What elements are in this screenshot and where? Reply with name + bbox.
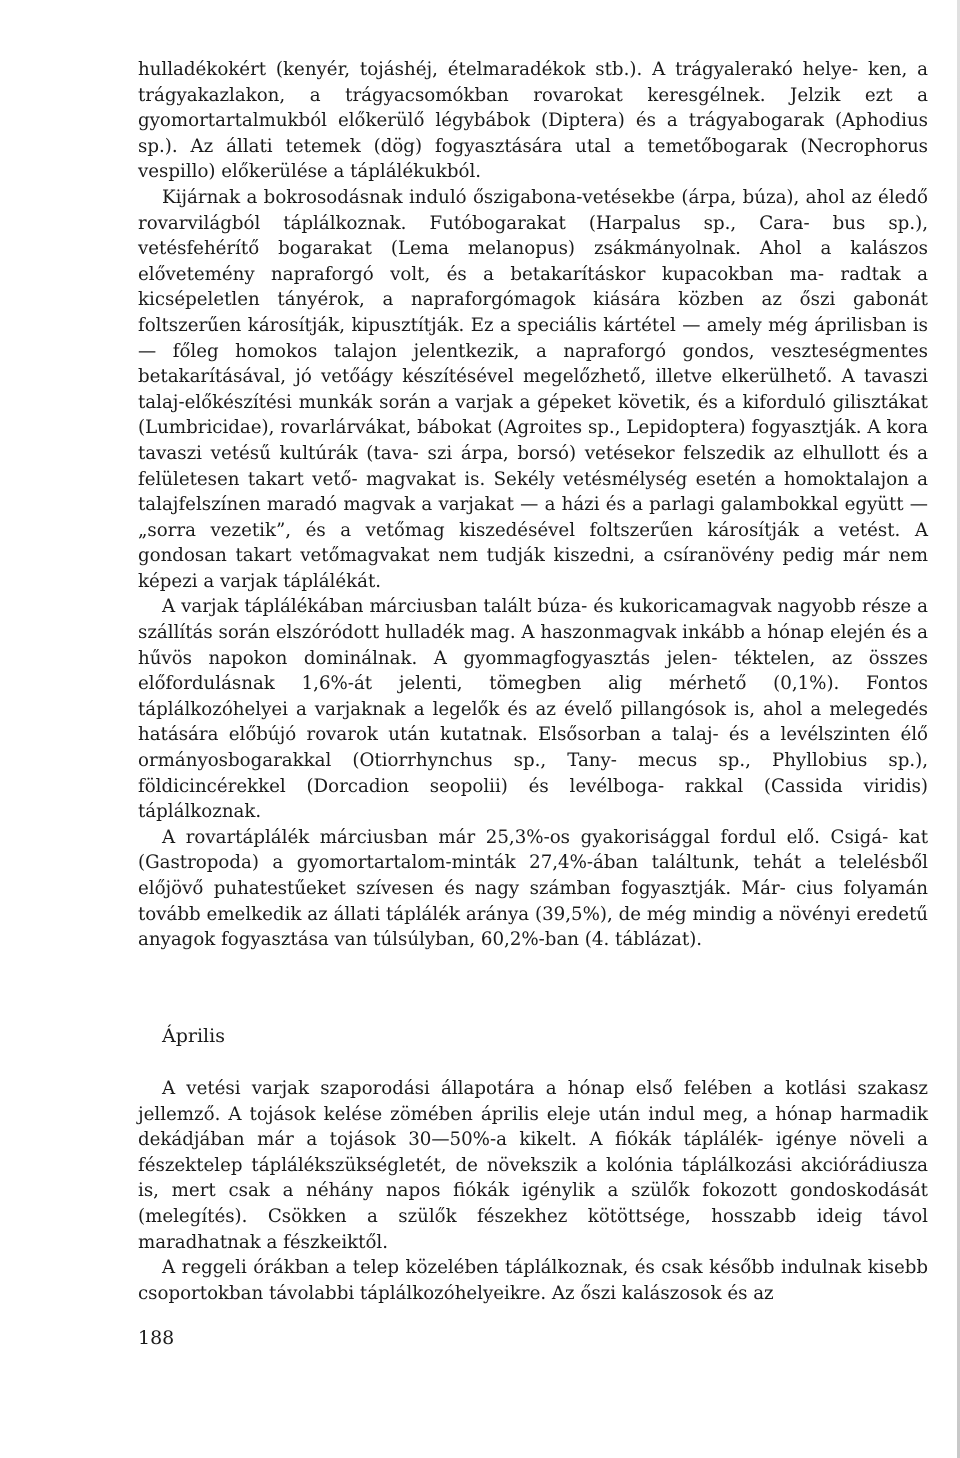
body-text-section-april xyxy=(138,1076,928,1306)
paragraph-6: A reggeli órákban a telep közelében táplálkoznak, és csak később indulnak kisebb csoportokban távolabbi táplálkozóhelyeikre. Az őszi kalászosok és az xyxy=(138,1257,928,1304)
paragraph-4: A rovartáplálék márciusban már 25,3%-os gyakorisággal fordul elő. Csigá- kat (Gastropoda) a gyomortartalom-minták 27,4%-ában találtunk, tehát a telelésből előjövő puhatestűeket szívesen és nagy számban fogyasztják. Már- cius folyamán tovább emelkedik az állati táplálék aránya (39,5%), de még mindig a növényi eredetű anyagok fogyasztása van túlsúlyban, 60,2%-ban (4. táblázat). xyxy=(138,826,928,951)
section-heading-april: Április xyxy=(162,1025,225,1047)
paragraph-5: A vetési varjak szaporodási állapotára a hónap első felében a kotlási szakasz jellemző. A tojások kelése zömében április eleje után indul meg, a hónap harmadik dekádjában már a tojások 30—50%-a kikelt. A fiókák táplálék- igénye növeli a fészektelep táplálékszükségletét, de növekszik a kolónia táplálkozási akciórádiusza is, mert csak a néhány napos fiókák igénylik a szülők fokozott gondoskodását (melegítés). Csökken a szülők fészekhez kötöttsége, hosszabb ideig távol maradhatnak a fészkeiktől. xyxy=(138,1078,928,1253)
paragraph-2: Kijárnak a bokrosodásnak induló őszigabona-vetésekbe (árpa, búza), ahol az éledő rovarvilágból táplálkoznak. Futóbogarakat (Harpalus sp., Cara- bus sp.), vetésfehérítő bogarakat (Lema melanopus) zsákmányolnak. Ahol a kalászos elővetemény napraforgó volt, és a betakarításkor kupacokban ma- radtak a kicsépeletlen tányérok, a napraforgómagok kiására közben az őszi gabonát foltszerűen károsítják, kipusztítják. Ez a speciális kártétel — amely még áprilisban is — főleg homokos talajon jelentkezik, a napraforgó gondos, veszteségmentes betakarításával, jó vetőágy készítésével megelőzhető, illetve elkerülhető. A tavaszi talaj-előkészítési munkák során a varjak a gépeket követik, és a kiforduló gilisztákat (Lumbricidae), rovarlárvákat, bábokat (Agroites sp., Lepidoptera) fogyasztják. A kora tavaszi vetésű kultúrák (tava- szi árpa, borsó) vetésekor felszedik az elhullott és a felületesen takart vető- magvakat is. Sekély vetésmélység esetén a homoktalajon a talajfelszínen maradó magvak a varjakat — a házi és a parlagi galambokkal együtt — „sorra vezetik”, és a vetőmag kiszedésével foltszerűen károsítják a vetést. A gondosan takart vetőmagvakat nem tudják kiszedni, a csíranövény pedig már nem képezi a varjak táplálékát. xyxy=(138,186,928,592)
body-text-section-march xyxy=(138,57,928,953)
paragraph-3: A varjak táplálékában márciusban talált búza- és kukoricamagvak nagyobb része a szállítás során elszóródott hulladék mag. A haszonmagvak inkább a hónap elején és a hűvös napokon dominálnak. A gyommagfogyasztás jelen- téktelen, az összes előfordulásnak 1,6%-át jelenti, tömegben alig mérhető (0,1%). Fontos táplálkozóhelyei a varjaknak a legelők és az évelő pillangósok is, ahol a melegedés hatására előbújó rovarok után kutatnak. Elsősorban a talaj- és a levélszinten élő ormányosbogarakkal (Otiorrhynchus sp., Tany- mecus sp., Phyllobius sp.), földicincérekkel (Dorcadion seopolii) és levélboga- rakkal (Cassida viridis) táplálkoznak. xyxy=(138,596,928,823)
page-number: 188 xyxy=(138,1327,175,1349)
paragraph-1: hulladékokért (kenyér, tojáshéj, ételmaradékok stb.). A trágyalerakó helye- ken, a trágyakazlakon, a trágyacsomókban rovarokat keresgélnek. Jelzik ezt a gyomortartalmukból előkerülő légybábok (Diptera) és a trágyabogarak (Aphodius sp.). Az állati tetemek (dög) fogyasztására utal a temetőbogarak (Necrophorus vespillo) előkerülése a táplálékukból. xyxy=(138,59,928,183)
